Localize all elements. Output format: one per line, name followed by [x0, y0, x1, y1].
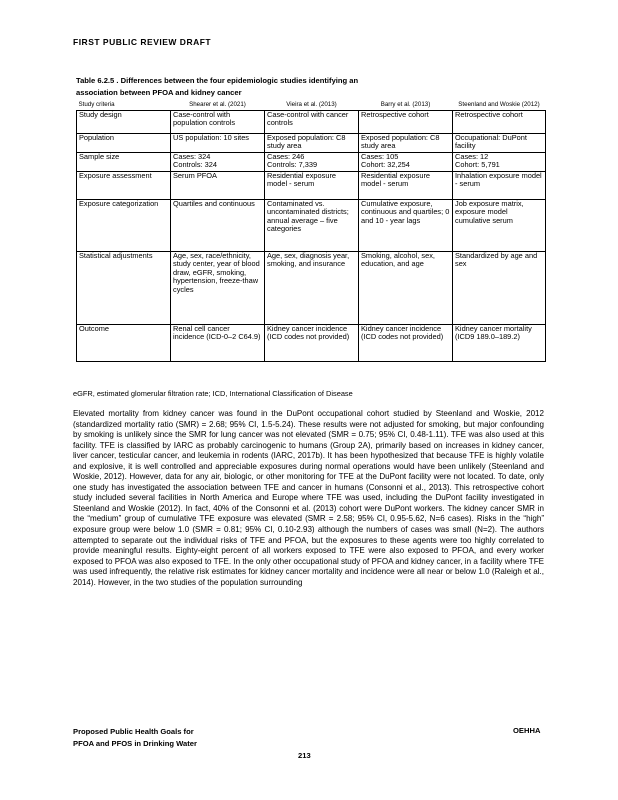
table-row [77, 199, 546, 251]
column-header: Steenland and Woskie (2012) [458, 101, 540, 108]
table-cell: Age, sex, diagnosis year, smoking, and insurance [265, 251, 359, 324]
table-cell: Statistical adjustments [77, 251, 171, 324]
column-header: Shearer et al. (2021) [189, 101, 246, 108]
table-cell: Outcome [77, 324, 171, 361]
table-cell: Standardized by age and sex [453, 251, 546, 324]
table-cell: Inhalation exposure model - serum [453, 171, 546, 199]
table-cell: Kidney cancer incidence (ICD codes not provided) [265, 324, 359, 361]
footer-title [73, 726, 253, 750]
footer-title-line1: Proposed Public Health Goals for [73, 727, 194, 736]
comparison-table [76, 101, 546, 362]
column-header: Barry et al. (2013) [380, 101, 431, 108]
table-cell: Renal cell cancer incidence (ICD-0–2 C64.9) [171, 324, 265, 361]
table-caption-line2: association between PFOA and kidney cancer [76, 88, 242, 97]
table-row [77, 110, 546, 133]
table-row [77, 133, 546, 152]
table-cell: Exposed population: C8 study area [359, 133, 453, 152]
table-cell: Case-control with population controls [171, 110, 265, 133]
table-cell: Cumulative exposure, continuous and quartiles; 0 and 10 - year lags [359, 199, 453, 251]
table-caption-line1: Table 6.2.5 . Differences between the four epidemiologic studies identifying an [76, 76, 359, 85]
draft-header: FIRST PUBLIC REVIEW DRAFT [73, 37, 212, 47]
table-row [77, 152, 546, 171]
table-cell: Contaminated vs. uncontaminated districts; annual average – five categories [265, 199, 359, 251]
table-cell: Exposed population: C8 study area [265, 133, 359, 152]
table-cell: Kidney cancer mortality (ICD9 189.0–189.2) [453, 324, 546, 361]
table-cell: Occupational: DuPont facility [453, 133, 546, 152]
table-cell: Cases: 12 Cohort: 5,791 [453, 152, 546, 171]
page-number: 213 [298, 751, 311, 760]
table-cell: Retrospective cohort [359, 110, 453, 133]
table-row [77, 251, 546, 324]
table-cell: Kidney cancer incidence (ICD codes not provided) [359, 324, 453, 361]
table-cell: Population [77, 133, 171, 152]
table-cell: Job exposure matrix, exposure model cumulative serum [453, 199, 546, 251]
table-cell: Study design [77, 110, 171, 133]
table-cell: Case-control with cancer controls [265, 110, 359, 133]
table-cell: Cases: 324 Controls: 324 [171, 152, 265, 171]
body-paragraph: Elevated mortality from kidney cancer was found in the DuPont occupational cohort studied by Steenland and Woskie, 2012 (standardized mortality ratio (SMR) = 2.68; 95% CI, 1.5-5.24). These results were not adjusted for smoking, but major confounding by smoking is unlikely since the SMR for lung cancer was not elevated (SMR = 0.75; 95% CI, 0.48-1.11). TFE was also used at this facility. TFE is classified by IARC as probably carcinogenic to humans (Group 2A), primarily based on increases in kidney cancer, liver cancer, testicular cancer, and leukemia in rodents (IARC, 2017b). It has been hypothesized that because TFE is highly volatile and explosive, it is well controlled and appreciable exposures during normal operations would have been unlikely (Steenland and Woskie, 2012). However, data for any air, biologic, or other monitoring for TFE at the DuPont facility were not located. To date, only one study has investigated the association between TFE and cancer in humans (Consonni et al., 2013). This retrospective cohort study included several facilities in North America and Europe where TFE was used, including the DuPont facility investigated in Steenland and Woskie (2012). In fact, 40% of the Consonni et al. (2013) cohort were DuPont workers. The kidney cancer SMR in the “medium” group of cumulative TFE exposure was elevated (SMR = 2.58; 95% CI, 0.95-5.62, N=6 cases). Risks in the “high” exposure group were below 1.0 (SMR = 0.81; 95% CI, 0.10-2.93) although the numbers of cases was small (N=2). The authors attempted to separate out the individual risks of TFE and PFOA, but the exposures to these agents were too highly correlated to provide meaningful results. Eighty-eight percent of all workers exposed to TFE were also exposed to PFOA, and every worker exposed to PFOA was also exposed to TFE. In the only other occupational study of PFOA and kidney cancer, in a facility where TFE was used infrequently, the relative risk estimates for kidney cancer mortality and incidence were all near or below 1.0 (Raleigh et al., 2014). However, in the two studies of the population surrounding [73, 409, 544, 587]
table-footnote: eGFR, estimated glomerular filtration rate; ICD, International Classification of Disease [73, 389, 353, 398]
table-cell: Cases: 105 Cohort: 32,254 [359, 152, 453, 171]
table-cell: Residential exposure model - serum [265, 171, 359, 199]
column-header: Study criteria [78, 101, 115, 108]
table-cell: Residential exposure model - serum [359, 171, 453, 199]
table-cell: US population: 10 sites [171, 133, 265, 152]
table-cell: Cases: 246 Controls: 7,339 [265, 152, 359, 171]
table-caption [76, 75, 546, 99]
table-cell: Serum PFOA [171, 171, 265, 199]
table-cell: Quartiles and continuous [171, 199, 265, 251]
table-row [77, 171, 546, 199]
table-row [77, 324, 546, 361]
table-cell: Exposure categorization [77, 199, 171, 251]
footer-agency: OEHHA [513, 726, 541, 735]
table-cell: Smoking, alcohol, sex, education, and age [359, 251, 453, 324]
table-cell: Age, sex, race/ethnicity, study center, year of blood draw, eGFR, smoking, hypertension, freeze-thaw cycles [171, 251, 265, 324]
table-cell: Retrospective cohort [453, 110, 546, 133]
table-header-row [77, 101, 546, 110]
table-cell: Exposure assessment [77, 171, 171, 199]
footer-title-line2: PFOA and PFOS in Drinking Water [73, 739, 197, 748]
column-header: Vieira et al. (2013) [286, 101, 337, 108]
table-cell: Sample size [77, 152, 171, 171]
